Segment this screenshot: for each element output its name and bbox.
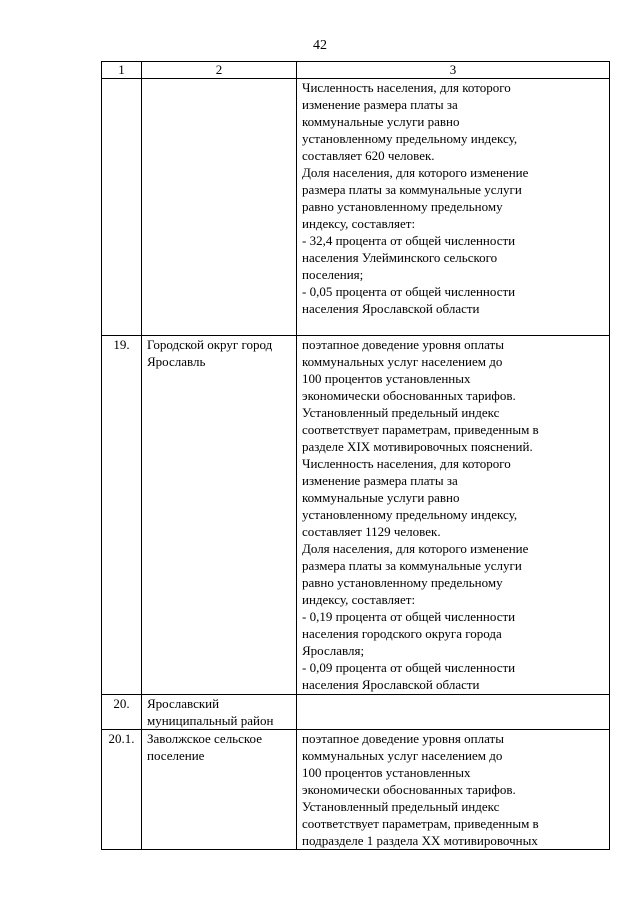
table-header-row — [102, 62, 610, 79]
indices-table — [101, 61, 610, 850]
table-row — [102, 336, 610, 695]
row-description: поэтапное доведение уровня оплаты коммунальных услуг населением до 100 процентов установленных экономически обоснованных тарифов. Установленный предельный индекс соответствует параметрам, приведенным в разделе XIX мотивировочных пояснений. Численность населения, для которого изменение размера платы за коммунальные услуги равно установленному предельному индексу, составляет 1129 человек. Доля населения, для которого изменение размера платы за коммунальные услуги равно установленному предельному индексу, составляет: - 0,19 процента от общей численности населения городского округа города Ярославля; - 0,09 процента от общей численности населения Ярославской области — [297, 336, 610, 695]
row-description — [297, 695, 610, 730]
header-col-2: 2 — [142, 62, 297, 79]
table-row — [102, 79, 610, 336]
table-row — [102, 730, 610, 850]
municipality-name: Городской округ город Ярославль — [142, 336, 297, 695]
page-number: 42 — [313, 38, 327, 53]
header-col-1: 1 — [102, 62, 142, 79]
row-description: Численность населения, для которого изменение размера платы за коммунальные услуги равно установленному предельному индексу, составляет 620 человек. Доля населения, для которого изменение размера платы за коммунальные услуги равно установленному предельному индексу, составляет: - 32,4 процента от общей численности населения Улейминского сельского поселения; - 0,05 процента от общей численности населения Ярославской области — [297, 79, 610, 336]
row-number: 20. — [102, 695, 142, 730]
row-number: 20.1. — [102, 730, 142, 850]
row-number: 19. — [102, 336, 142, 695]
header-col-3: 3 — [297, 62, 610, 79]
table-row — [102, 695, 610, 730]
row-description: поэтапное доведение уровня оплаты коммунальных услуг населением до 100 процентов установленных экономически обоснованных тарифов. Установленный предельный индекс соответствует параметрам, приведенным в подразделе 1 раздела XX мотивировочных — [297, 730, 610, 850]
municipality-name — [142, 79, 297, 336]
municipality-name: Ярославский муниципальный район — [142, 695, 297, 730]
row-number — [102, 79, 142, 336]
municipality-name: Заволжское сельское поселение — [142, 730, 297, 850]
